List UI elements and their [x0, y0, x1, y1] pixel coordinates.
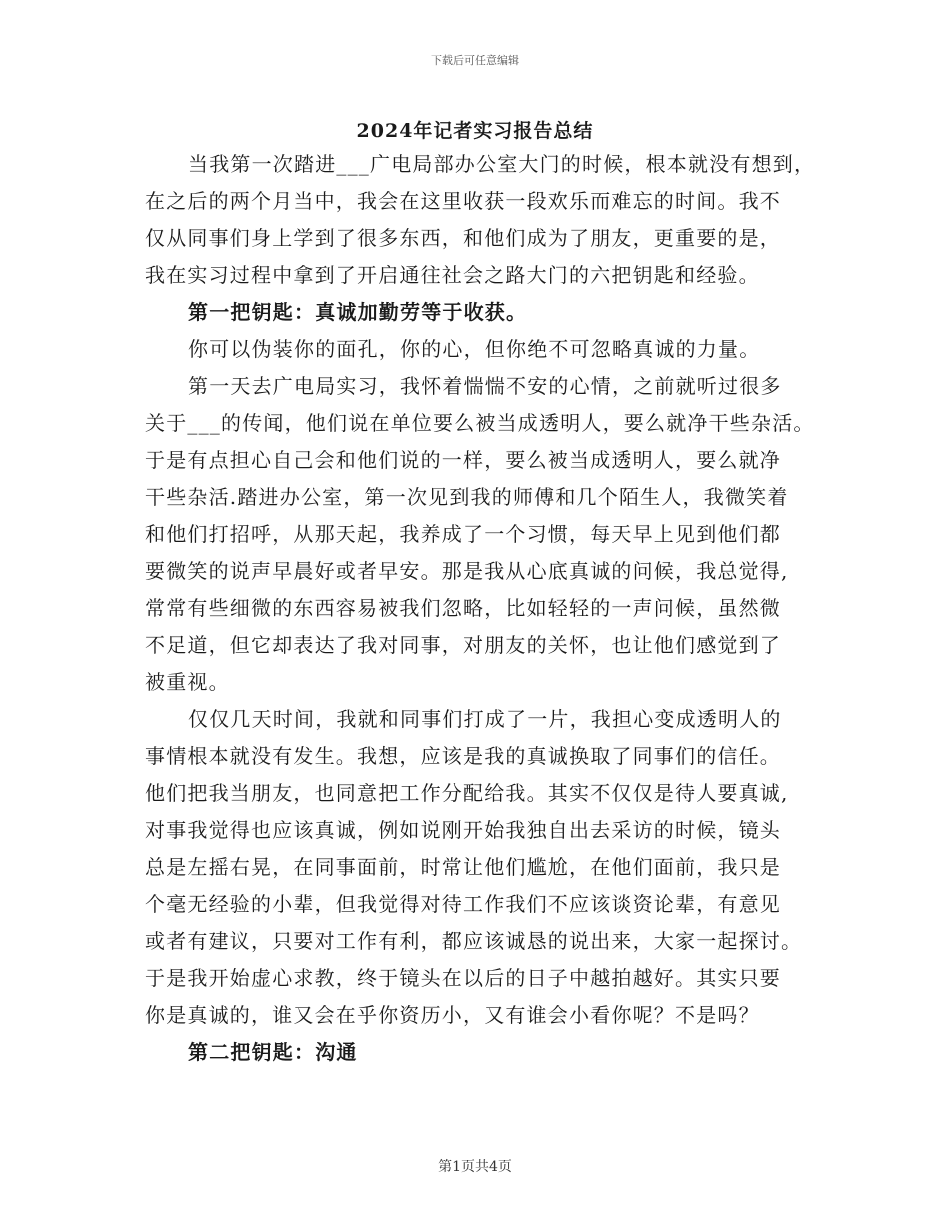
paragraph-line: 仅从同事们身上学到了很多东西，和他们成为了朋友，更重要的是， [145, 226, 781, 250]
page-header: 下载后可任意编辑 [431, 54, 519, 67]
paragraph-line: 第一天去广电局实习，我怀着惴惴不安的心情，之前就听过很多 [188, 374, 782, 398]
paragraph-line: 你是真诚的，谁又会在乎你资历小，又有谁会小看你呢？不是吗？ [145, 1003, 760, 1027]
paragraph-line: 或者有建议，只要对工作有利，都应该诚恳的说出来，大家一起探讨。 [145, 929, 803, 953]
paragraph-line: 常常有些细微的东西容易被我们忽略，比如轻轻的一声问候，虽然微 [145, 596, 781, 620]
document-title: 2024年记者实习报告总结 [356, 120, 594, 142]
paragraph-line: 仅仅几天时间，我就和同事们打成了一片，我担心变成透明人的 [188, 707, 782, 731]
paragraph-line: 和他们打招呼，从那天起，我养成了一个习惯，每天早上见到他们都 [145, 522, 781, 546]
paragraph-line: 我在实习过程中拿到了开启通往社会之路大门的六把钥匙和经验。 [145, 263, 760, 287]
paragraph-line: 关于___的传闻，他们说在单位要么被当成透明人，要么就净干些杂活。 [145, 411, 815, 435]
paragraph-line: 不足道，但它却表达了我对同事，对朋友的关怀，也让他们感觉到了 [145, 633, 781, 657]
paragraph-line: 在之后的两个月当中，我会在这里收获一段欢乐而难忘的时间。我不 [145, 189, 781, 213]
paragraph-line: 被重视。 [145, 670, 230, 694]
paragraph-line: 当我第一次踏进___广电局部办公室大门的时候，根本就没有想到， [188, 152, 816, 176]
paragraph-line: 事情根本就没有发生。我想，应该是我的真诚换取了同事们的信任。 [145, 744, 781, 768]
section-heading: 第一把钥匙：真诚加勤劳等于收获。 [188, 300, 528, 324]
paragraph-line: 个毫无经验的小辈，但我觉得对待工作我们不应该谈资论辈，有意见 [145, 892, 781, 916]
paragraph-line: 要微笑的说声早晨好或者早安。那是我从心底真诚的问候，我总觉得, [145, 559, 789, 583]
paragraph-line: 你可以伪装你的面孔，你的心，但你绝不可忽略真诚的力量。 [188, 337, 761, 361]
paragraph-line: 于是我开始虚心求教，终于镜头在以后的日子中越拍越好。其实只要 [145, 966, 781, 990]
section-heading: 第二把钥匙：沟通 [188, 1040, 358, 1064]
paragraph-line: 干些杂活.踏进办公室，第一次见到我的师傅和几个陌生人，我微笑着 [145, 485, 789, 509]
paragraph-line: 对事我觉得也应该真诚，例如说刚开始我独自出去采访的时候，镜头 [145, 818, 781, 842]
paragraph-line: 总是左摇右晃，在同事面前，时常让他们尴尬，在他们面前，我只是 [145, 855, 781, 879]
paragraph-line: 他们把我当朋友，也同意把工作分配给我。其实不仅仅是待人要真诚, [145, 781, 789, 805]
page-footer: 第1页共4页 [438, 1159, 512, 1175]
paragraph-line: 于是有点担心自己会和他们说的一样，要么被当成透明人，要么就净 [145, 448, 781, 472]
